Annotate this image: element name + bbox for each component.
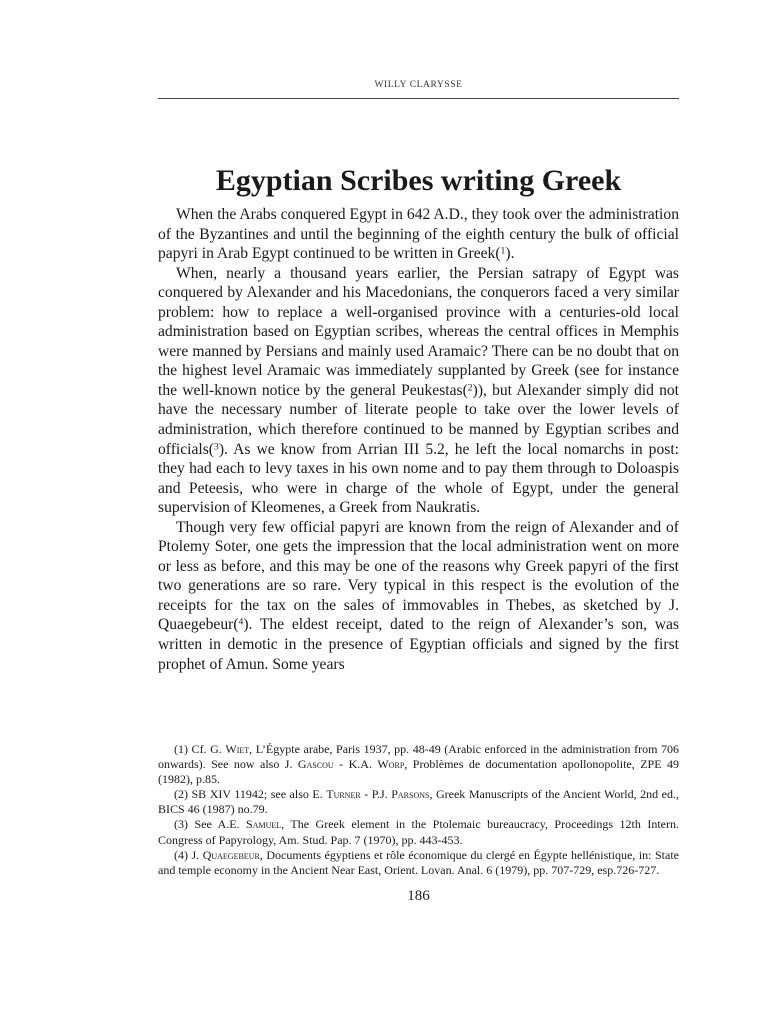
body-paragraph bbox=[158, 264, 679, 518]
paragraph-text: ). bbox=[505, 245, 515, 263]
footnote-ref: 3 bbox=[214, 441, 219, 453]
article-body bbox=[158, 205, 679, 674]
footnote-text: (1) Cf. G. bbox=[174, 742, 226, 756]
footnote-author: Turner bbox=[326, 787, 361, 802]
footnote-author: Parsons bbox=[391, 787, 430, 802]
footnote bbox=[158, 817, 679, 847]
footnote bbox=[158, 848, 679, 878]
paragraph-text: ). The eldest receipt, dated to the reign of Alexander’s son, was written in demotic in the presence of Egyptian officials and signed by the first prophet of Amun. Some years bbox=[158, 616, 679, 673]
paragraph-text: ). As we know from Arrian III 5.2, he left the local nomarchs in post: they had each to levy taxes in his own nome and to pay them through to Doloaspis and Peteesis, who were in charge of the whole of Egypt, under the general supervision of Kleomenes, a Greek from Naukratis. bbox=[158, 440, 679, 517]
footnote-text: , Documents égyptiens et rôle économique du clergé en Égypte hellénistique, in: State and temple economy in the Ancient Near East, Orient. Lovan. Anal. 6 (1979), pp. 707-729, esp.726-727. bbox=[158, 847, 679, 877]
footnote bbox=[158, 742, 679, 787]
paragraph-text: When the Arabs conquered Egypt in 642 A.D., they took over the administration of the Byzantines and until the beginning of the eighth century the bulk of official papyri in Arab Egypt continued to be written in Greek( bbox=[158, 206, 679, 263]
running-head: WILLY CLARYSSE bbox=[374, 80, 463, 90]
footnote-author: Wiet bbox=[225, 742, 250, 756]
footnote-text: (4) J. bbox=[174, 847, 203, 862]
footnote-ref: 4 bbox=[238, 617, 244, 629]
footnote-text: (2) SB XIV 11942; see also E. bbox=[174, 787, 327, 802]
document-page bbox=[158, 0, 679, 1024]
footnote-text: , Greek Manuscripts of the Ancient World, 2nd ed., BICS 46 (1987) no.79. bbox=[158, 787, 679, 817]
footnotes bbox=[158, 742, 679, 878]
body-paragraph bbox=[158, 205, 679, 264]
article-title: Egyptian Scribes writing Greek bbox=[215, 164, 622, 198]
footnote-author: Worp bbox=[377, 757, 405, 772]
header-rule bbox=[158, 98, 679, 99]
footnote-text: , L’Égypte arabe, Paris 1937, pp. 48-49 (Arabic enforced in the administration from 706 onwards). See now also J. bbox=[158, 742, 679, 772]
paragraph-text: Though very few official papyri are known from the reign of Alexander and of Ptolemy Soter, one gets the impression that the local administration went on more or less as before, and this may be one of the reasons why Greek papyri of the first two generations are so rare. Very typical in this respect is the evolution of the receipts for the tax on the sales of immovables in Thebes, as sketched by J. Quaegebeur( bbox=[158, 518, 679, 634]
paragraph-text: )), but Alexander simply did not have the necessary number of literate people to take over the lower levels of administration, which therefore continued to be manned by Egyptian scribes and officials( bbox=[158, 381, 679, 458]
footnote-text: - P.J. bbox=[360, 787, 392, 802]
footnote-author: Gascou bbox=[297, 757, 334, 772]
footnote bbox=[158, 787, 679, 817]
paragraph-text: When, nearly a thousand years earlier, the Persian satrapy of Egypt was conquered by Alexander and his Macedonians, the conquerors faced a very similar problem: how to replace a well-organised province with a centuries-old local administration based on Egyptian scribes, whereas the central offices in Memphis were manned by Persians and mainly used Aramaic? There can be no doubt that on the highest level Aramaic was immediately supplanted by Greek (see for instance the well-known notice by the general Peukestas( bbox=[158, 264, 679, 399]
footnote-author: Quaegebeur bbox=[202, 847, 260, 862]
footnote-ref: 2 bbox=[467, 382, 473, 394]
body-paragraph bbox=[158, 518, 679, 674]
footnote-text: , Problèmes de documentation apollonopolite, ZPE 49 (1982), p.85. bbox=[158, 757, 679, 787]
footnote-text: (3) See A.E. bbox=[174, 817, 247, 832]
footnote-text: - K.A. bbox=[333, 757, 378, 772]
footnote-author: Samuel bbox=[246, 817, 282, 832]
footnote-ref: 1 bbox=[500, 245, 506, 257]
page-number: 186 bbox=[407, 888, 430, 904]
footnote-text: , The Greek element in the Ptolemaic bureaucracy, Proceedings 12th Intern. Congress of Papyrology, Am. Stud. Pap. 7 (1970), pp. 443-453. bbox=[158, 817, 679, 847]
